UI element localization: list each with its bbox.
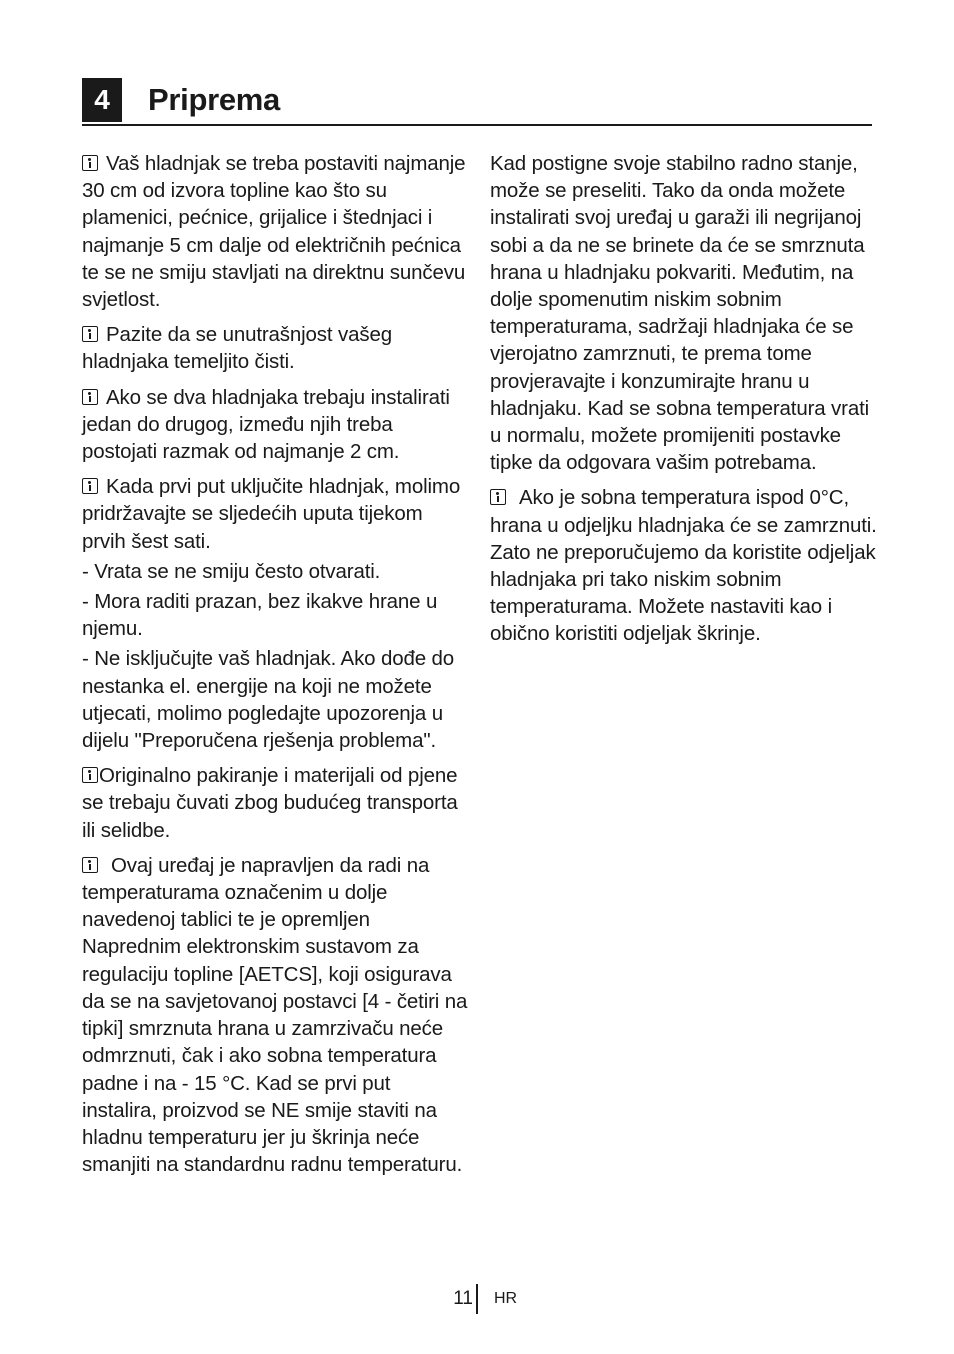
note-text: Vaš hladnjak se treba postaviti najmanje 30 cm od izvora topline kao što su plamenici, pećnice, grijalice i štednjaci i najmanje 5 cm dalje od električnih pećnica te se ne smiju stavljati na direktnu sunčevu svjetlost. bbox=[82, 152, 466, 312]
note-paragraph bbox=[82, 852, 468, 1178]
left-column bbox=[82, 150, 468, 1186]
note-paragraph bbox=[82, 473, 468, 555]
list-item: - Mora raditi prazan, bez ikakve hrane u njemu. bbox=[82, 590, 438, 641]
page-number: 11 bbox=[453, 1288, 473, 1309]
note-paragraph bbox=[82, 321, 468, 375]
chapter-header bbox=[82, 78, 872, 126]
info-icon bbox=[82, 857, 98, 873]
note-paragraph bbox=[490, 484, 882, 647]
body-paragraph: Kad postigne svoje stabilno radno stanje, može se preseliti. Tako da onda možete instalirati svoj uređaj u garaži ili negrijanoj sobi a da ne se brinete da će se smrznuta hrana u hladnjaku pokvariti. Međutim, na dolje spomenutim niskim sobnim temperaturama, sadržaji hladnjaka će se vjerojatno zamrznuti, te prema tome provjeravajte i konzumirajte hranu u hladnjaku. Kad se sobna temperatura vrati u normalu, možete promijeniti postavke tipke da odgovara vašim potrebama. bbox=[490, 152, 870, 475]
list-item: - Ne isključujte vaš hladnjak. Ako dođe do nestanka el. energije na koji ne možete utjecati, molimo pogledajte upozorenja u dijelu "Preporučena rješenja problema". bbox=[82, 647, 455, 753]
chapter-number: 4 bbox=[82, 78, 122, 122]
info-icon bbox=[82, 389, 98, 405]
info-icon bbox=[490, 489, 506, 505]
page-footer bbox=[430, 1284, 550, 1314]
info-icon bbox=[82, 478, 98, 494]
info-icon bbox=[82, 326, 98, 342]
note-text: Originalno pakiranje i materijali od pjene se trebaju čuvati zbog budućeg transporta ili selidbe. bbox=[82, 764, 458, 842]
info-icon bbox=[82, 767, 98, 783]
list-item: - Vrata se ne smiju često otvarati. bbox=[82, 559, 381, 583]
note-paragraph bbox=[82, 384, 468, 466]
note-text: Ovaj uređaj je napravljen da radi na temperaturama označenim u dolje navedenoj tablici te je opremljen Naprednim elektronskim sustavom za regulaciju topline [AETCS], koji osigurava da se na savjetovanoj postavci [4 - četiri na tipki] smrznuta hrana u zamrzivaču neće odmrznuti, čak i ako sobna temperatura padne i na - 15 °C. Kad se prvi put instalira, proizvod se NE smije staviti na hladnu temperaturu jer ju škrinja neće smanjiti na standardnu radnu temperaturu. bbox=[82, 853, 468, 1177]
note-paragraph bbox=[82, 762, 468, 844]
language-code: HR bbox=[494, 1290, 518, 1307]
note-paragraph bbox=[82, 150, 468, 313]
footer-divider bbox=[476, 1284, 478, 1314]
info-icon bbox=[82, 155, 98, 171]
note-text: Kada prvi put uključite hladnjak, molimo pridržavajte se sljedećih uputa tijekom prvih šest sati. bbox=[82, 475, 461, 553]
note-text: Ako je sobna temperatura ispod 0°C, hrana u odjeljku hladnjaka će se zamrznuti. Zato ne preporučujemo da koristite odjeljak hladnjaka pri tako niskim sobnim temperaturama. Možete nastaviti kao i obično koristiti odjeljak škrinje. bbox=[490, 486, 877, 646]
right-column bbox=[490, 150, 882, 656]
chapter-title: Priprema bbox=[148, 82, 280, 117]
note-text: Pazite da se unutrašnjost vašeg hladnjaka temeljito čisti. bbox=[82, 323, 392, 374]
note-text: Ako se dva hladnjaka trebaju instalirati jedan do drugog, između njih treba postojati razmak od najmanje 2 cm. bbox=[82, 385, 450, 464]
